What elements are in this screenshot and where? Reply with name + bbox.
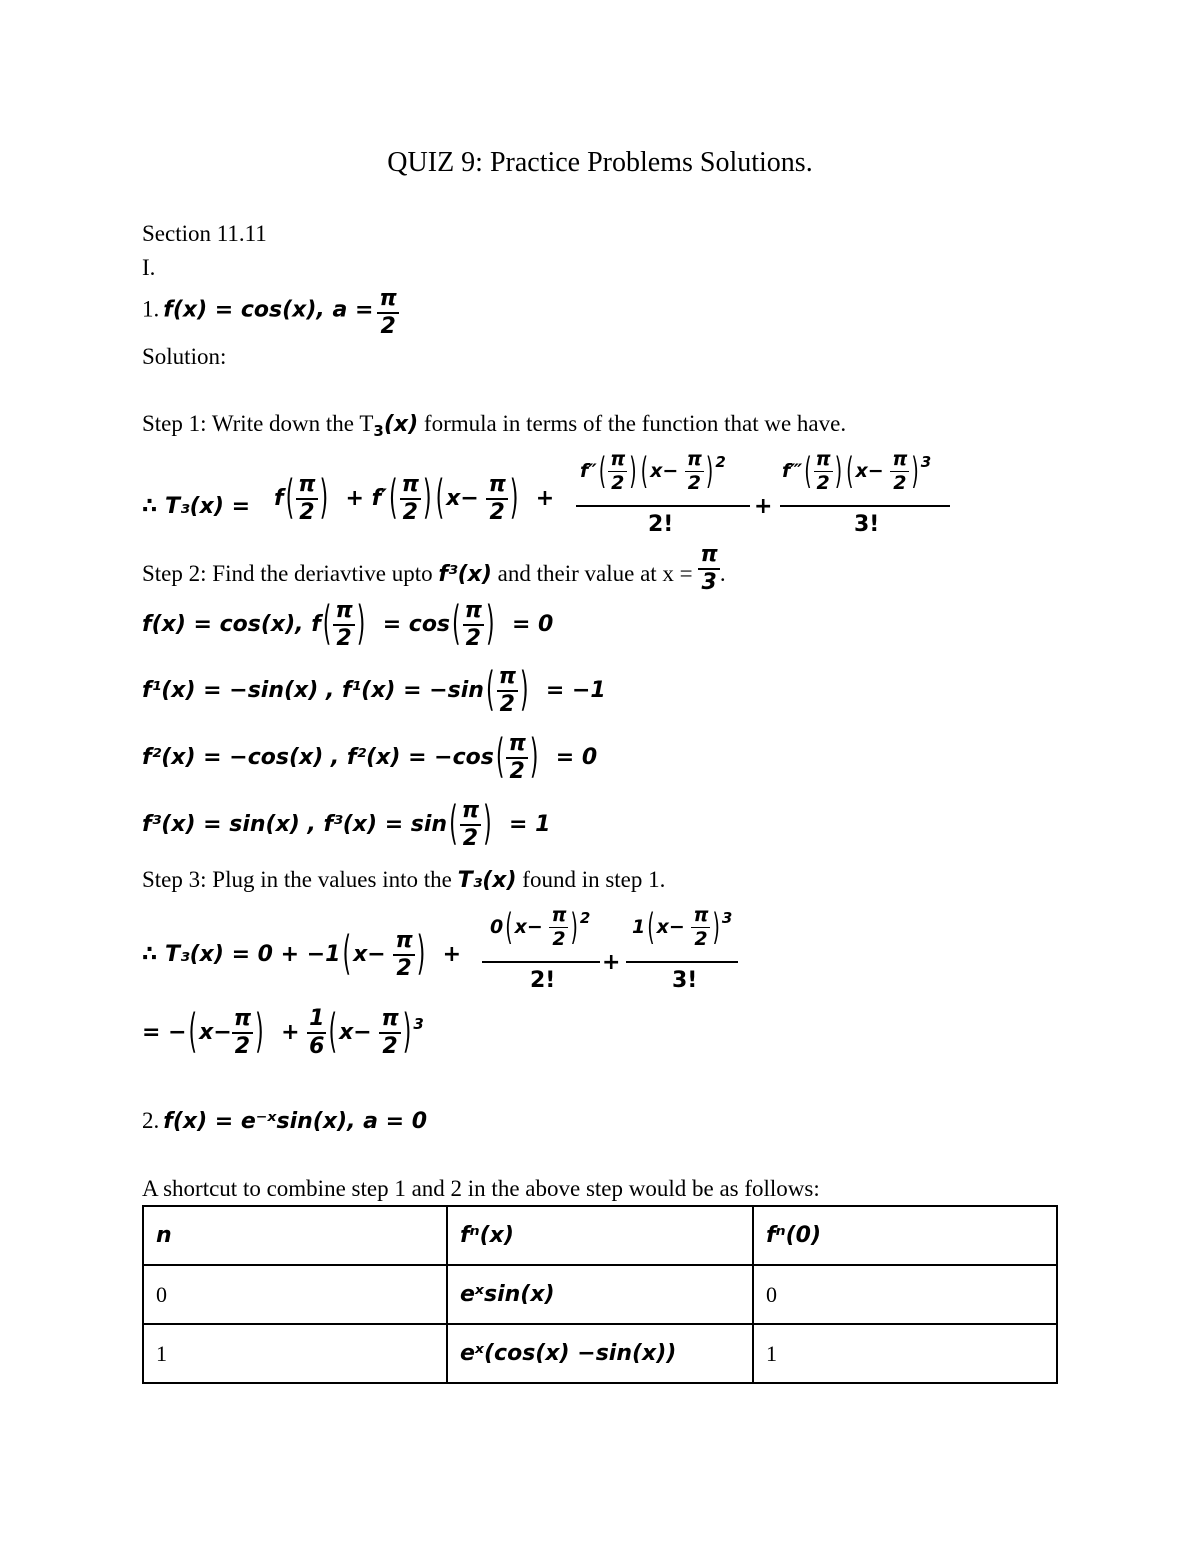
table-row [143,1324,1057,1383]
table-cell: eˣ(cos(x) −sin(x)) [447,1324,753,1383]
derivative-rhs: = 0 [555,745,598,770]
step-3-t3: T₃(x) [457,868,517,893]
step-2-text [142,544,726,594]
derivative-row-2: f²(x) = −cos(x) , f²(x) = −cos( $\frac{\pi}{2}$ ) = 0 [142,731,598,785]
frac-num: π [379,286,397,311]
frac-den: 2 [377,312,398,338]
problem-1-statement [142,288,399,338]
table-cell: 0 [753,1265,1057,1324]
t3-formula [142,444,962,540]
step-1-x: (x) [383,412,419,437]
table-cell: 0 [143,1265,447,1324]
derivative-rhs: = 1 [509,812,551,837]
t3-term-4-denominator: 3! [854,512,880,537]
problem-1-function: f(x) = cos(x), a = [163,297,374,323]
derivative-lhs: f²(x) = −cos(x) , f²(x) = −cos [142,745,494,770]
t3-term-1: f( $\frac{\pi}{2}$ ) + f′( $\frac{\pi}{2}$ ) (x− $\frac{\pi}{2}$ ) + [274,472,555,526]
step-2-suffix: and their value at x = [491,561,693,586]
step-1-prefix: Step 1: Write down the T [142,411,374,436]
t3-term-4-numerator: f‴ ( $\frac{\pi}{2}$ ) ( x− $\frac{\pi}{2}$ ) $^3$ [782,448,932,494]
table-cell: eˣsin(x) [447,1265,753,1324]
part-label: I. [142,255,156,280]
frac-num: π [700,542,718,567]
t3-result-main: ∴ T₃(x) = 0 + −1(x− $\frac{\pi}{2}$ ) + [142,928,462,982]
step-1-suffix: formula in terms of the function that we have. [418,411,847,436]
problem-2-statement [142,1107,427,1135]
t3-result-term-3-numerator: 0 ( x− $\frac{\pi}{2}$ ) $^2$ [490,904,591,950]
problem-1-a-fraction [377,288,398,338]
t3-term-3-bar [576,505,750,507]
problem-1-number: 1. [142,296,160,322]
t3-result-plus: + [602,950,621,975]
t3-result-term-4-numerator: 1 ( x− $\frac{\pi}{2}$ ) $^3$ [632,904,733,950]
t3-result [142,900,762,996]
step-1-sub: 3 [373,422,384,440]
table-header: fⁿ(x) [447,1206,753,1265]
t3-plus: + [754,494,773,519]
derivative-table [142,1205,1058,1384]
table-header: fⁿ(0) [753,1206,1057,1265]
solution-label: Solution: [142,344,227,369]
step-3-prefix: Step 3: Plug in the values into the [142,867,458,892]
t3-result-term-4-bar [626,961,738,963]
step-2-period: . [719,561,726,586]
derivative-lhs: f(x) = cos(x), f [142,612,321,637]
section-heading: Section 11.11 [142,221,267,246]
derivative-rhs: = −1 [545,678,606,703]
step-3-suffix: found in step 1. [516,867,666,892]
table-cell: 1 [143,1324,447,1383]
step-2-x-fraction [698,544,719,594]
final-label: = − [142,1020,187,1045]
table-header-row [143,1206,1057,1265]
t3-result-term-3-denominator: 2! [530,968,556,993]
table-header: n [143,1206,447,1265]
derivative-lhs: f³(x) = sin(x) , f³(x) = sin [142,812,448,837]
final-simplified: = −(x− $\frac{\pi}{2}$ ) + $\frac{1}{6}$ (x− $\frac{\pi}{2}$ ) $^3$ [142,1006,424,1060]
frac-den: 3 [698,568,719,594]
derivative-rhs: = 0 [511,612,554,637]
shortcut-text: A shortcut to combine step 1 and 2 in the above step would be as follows: [142,1176,820,1201]
derivative-mid: = cos [382,612,451,637]
t3-result-label: ∴ T₃(x) = 0 + −1 [142,942,341,967]
problem-2-function: f(x) = e⁻ˣsin(x), a = 0 [163,1109,428,1134]
step-2-f3: f³(x) [438,562,492,587]
t3-result-term-3-bar [482,961,600,963]
table-row [143,1265,1057,1324]
problem-2-number: 2. [142,1108,160,1133]
derivative-row-1: f¹(x) = −sin(x) , f¹(x) = −sin( $\frac{\pi}{2}$ ) = −1 [142,664,606,718]
derivative-lhs: f¹(x) = −sin(x) , f¹(x) = −sin [142,678,484,703]
t3-result-term-4-denominator: 3! [672,968,698,993]
table-cell: 1 [753,1324,1057,1383]
t3-term-3-denominator: 2! [648,512,674,537]
derivative-row-0: f(x) = cos(x), f( $\frac{\pi}{2}$ ) = cos( $\frac{\pi}{2}$ ) = 0 [142,598,554,652]
t3-label: ∴ T₃(x) = [142,494,251,519]
page-title: QUIZ 9: Practice Problems Solutions. [387,147,813,178]
step-3-text [142,866,665,895]
t3-term-4-bar [780,505,950,507]
step-2-prefix: Step 2: Find the deriavtive upto [142,561,439,586]
t3-term-3-numerator: f″ ( $\frac{\pi}{2}$ ) ( x− $\frac{\pi}{2}$ ) $^2$ [580,448,726,494]
derivative-row-3: f³(x) = sin(x) , f³(x) = sin( $\frac{\pi}{2}$ ) = 1 [142,798,551,852]
step-1-text [142,410,846,445]
